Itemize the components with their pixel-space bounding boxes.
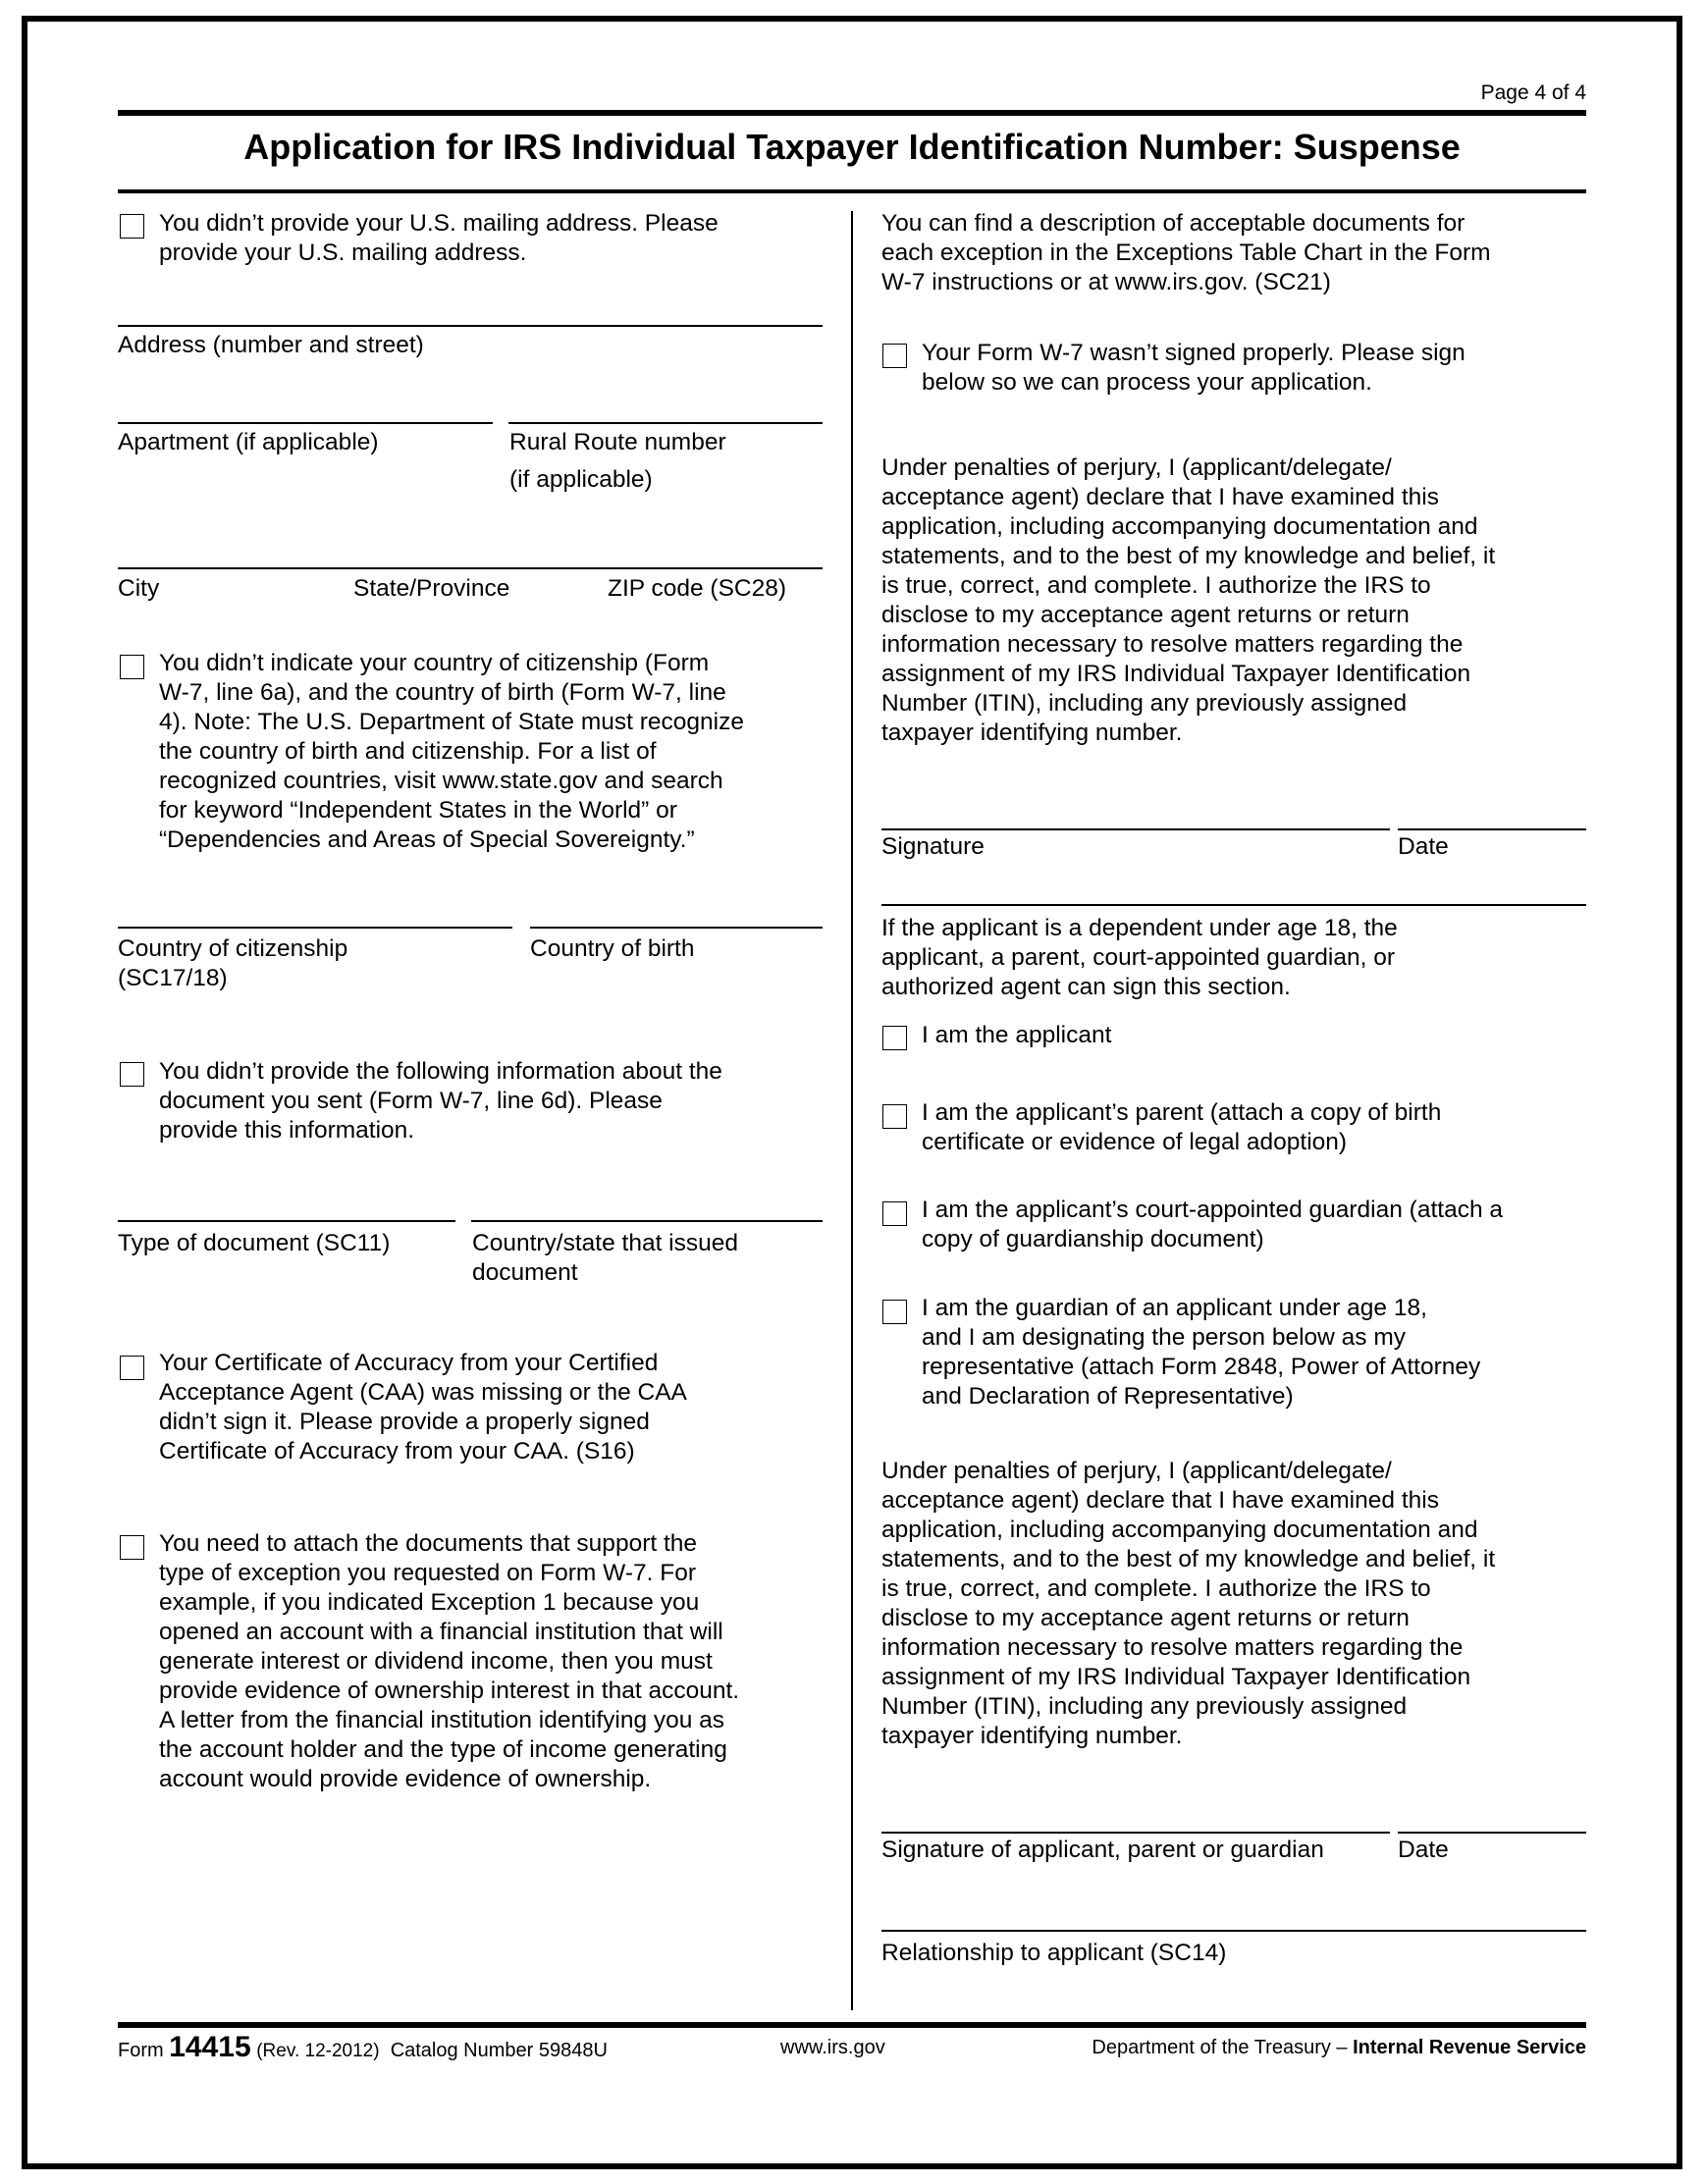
dependent-note-line: authorized agent can sign this section. [881,974,1291,1000]
option-applicant-label: I am the applicant [922,1022,1112,1048]
signature-input-line[interactable] [881,828,1390,830]
perjury2-line: statements, and to the best of my knowledge and belief, it [881,1546,1496,1572]
mailing-address-text: You didn’t provide your U.S. mailing address. Please [159,210,719,237]
perjury2-line: disclose to my acceptance agent returns or return [881,1605,1410,1631]
perjury-line: statements, and to the best of my knowledge and belief, it [881,543,1496,569]
signature2-label: Signature of applicant, parent or guardian [881,1837,1324,1863]
option-designating-guardian-label-3: representative (attach Form 2848, Power of Attorney [922,1354,1481,1380]
option-parent-label-2: certificate or evidence of legal adoption) [922,1129,1348,1155]
document-info-text-line: document you sent (Form W-7, line 6d). Please [159,1088,663,1114]
state-label: State/Province [353,575,510,602]
date-input-line[interactable] [1398,828,1586,830]
form-id [118,2033,608,2066]
exception-text-line: opened an account with a financial institution that will [159,1619,723,1645]
title-rule [118,189,1586,193]
option-designating-guardian-label-4: and Declaration of Representative) [922,1383,1294,1410]
perjury2-line: taxpayer identifying number. [881,1723,1183,1749]
not-signed-checkbox[interactable] [882,344,907,368]
relationship-label: Relationship to applicant (SC14) [881,1940,1227,1966]
exception-text-line: provide evidence of ownership interest in that account. [159,1678,740,1704]
citizenship-text-line: recognized countries, visit www.state.gov and search [159,768,723,794]
document-issuer-label: Country/state that issued [472,1230,739,1256]
exception-text-line: A letter from the financial institution identifying you as [159,1707,725,1733]
option-parent-checkbox[interactable] [882,1104,907,1129]
citizenship-text-line: 4). Note: The U.S. Department of State must recognize [159,709,744,735]
option-parent-label: I am the applicant’s parent (attach a copy of birth [922,1099,1442,1126]
apartment-input-line[interactable] [118,422,493,424]
exception-docs-checkbox[interactable] [120,1535,144,1560]
perjury2-line: Under penalties of perjury, I (applicant/delegate/ [881,1458,1392,1484]
option-court-guardian-label-2: copy of guardianship document) [922,1226,1264,1252]
exceptions-note-line: W-7 instructions or at www.irs.gov. (SC21) [881,269,1331,295]
perjury-line: acceptance agent) declare that I have examined this [881,484,1439,510]
perjury-line: information necessary to resolve matters regarding the [881,631,1464,658]
perjury2-line: assignment of my IRS Individual Taxpayer Identification [881,1664,1471,1690]
perjury-line: is true, correct, and complete. I authorize the IRS to [881,572,1431,599]
signature2-input-line[interactable] [881,1832,1390,1834]
rural-route-label: Rural Route number [509,429,726,455]
option-applicant-checkbox[interactable] [882,1026,907,1050]
date-label: Date [1398,833,1449,860]
exceptions-note-line: You can find a description of acceptable documents for [881,210,1465,237]
dependent-note-line: applicant, a parent, court-appointed guardian, or [881,944,1396,971]
citizenship-text-line: “Dependencies and Areas of Special Sovereignty.” [159,826,695,853]
document-type-input-line[interactable] [118,1220,455,1222]
option-court-guardian-label: I am the applicant’s court-appointed guardian (attach a [922,1197,1504,1223]
rural-route-label-2: (if applicable) [509,466,653,493]
perjury2-line: is true, correct, and complete. I authorize the IRS to [881,1575,1431,1602]
country-birth-label: Country of birth [530,935,695,962]
address-label: Address (number and street) [118,332,424,358]
citizenship-text-line: for keyword “Independent States in the World” or [159,797,677,824]
page-number: Page 4 of 4 [1480,81,1586,104]
city-state-zip-input-line[interactable] [118,567,823,569]
perjury2-line: Number (ITIN), including any previously assigned [881,1693,1408,1720]
exception-text-line: type of exception you requested on Form W-7. For [159,1560,696,1586]
not-signed-text: Your Form W-7 wasn’t signed properly. Please sign [922,340,1465,366]
perjury-line: Number (ITIN), including any previously assigned [881,690,1408,717]
option-designating-guardian-label-2: and I am designating the person below as my [922,1324,1407,1351]
document-issuer-input-line[interactable] [471,1220,823,1222]
perjury2-line: information necessary to resolve matters regarding the [881,1634,1464,1661]
page-title: Application for IRS Individual Taxpayer Identification Number: Suspense [243,127,1461,167]
caa-text-line: Your Certificate of Accuracy from your Certified [159,1350,659,1376]
mailing-address-text-2: provide your U.S. mailing address. [159,240,527,266]
agency-name: Internal Revenue Service [1353,2037,1586,2058]
form-number: 14415 [169,2031,251,2063]
form-revision: (Rev. 12-2012) [256,2041,380,2061]
signature-label: Signature [881,833,985,860]
perjury-line: Under penalties of perjury, I (applicant/delegate/ [881,454,1392,481]
perjury-line: disclose to my acceptance agent returns or return [881,602,1410,628]
country-citizenship-label-2: (SC17/18) [118,965,228,991]
department-name: Department of the Treasury – [1092,2037,1354,2058]
website-link[interactable]: www.irs.gov [780,2037,885,2058]
option-designating-guardian-checkbox[interactable] [882,1300,907,1324]
caa-text-line: Acceptance Agent (CAA) was missing or the CAA [159,1379,687,1406]
country-citizenship-input-line[interactable] [118,927,512,929]
document-type-label: Type of document (SC11) [118,1230,391,1256]
apartment-label: Apartment (if applicable) [118,429,379,455]
exception-text-line: example, if you indicated Exception 1 because you [159,1589,700,1616]
perjury-line: assignment of my IRS Individual Taxpayer Identification [881,661,1471,687]
caa-text-line: Certificate of Accuracy from your CAA. (S16) [159,1438,635,1465]
citizenship-text-line: You didn’t indicate your country of citizenship (Form [159,650,710,676]
country-citizenship-label: Country of citizenship [118,935,348,962]
exception-text-line: the account holder and the type of income generating [159,1736,727,1763]
exception-text-line: generate interest or dividend income, then you must [159,1648,713,1675]
perjury2-line: application, including accompanying documentation and [881,1517,1478,1543]
citizenship-text-line: W-7, line 6a), and the country of birth (Form W-7, line [159,679,726,706]
option-court-guardian-checkbox[interactable] [882,1201,907,1226]
rural-route-input-line[interactable] [508,422,823,424]
dependent-note-line: If the applicant is a dependent under age 18, the [881,915,1398,941]
citizenship-text-line: the country of birth and citizenship. For a list of [159,738,657,765]
document-info-text-line: provide this information. [159,1117,415,1144]
column-divider [851,211,853,2010]
perjury2-line: acceptance agent) declare that I have examined this [881,1487,1439,1514]
mailing-address-checkbox[interactable] [120,214,144,239]
country-birth-input-line[interactable] [530,927,823,929]
caa-text-line: didn’t sign it. Please provide a properly signed [159,1409,650,1435]
exception-text-line: You need to attach the documents that support the [159,1530,698,1557]
exceptions-note-line: each exception in the Exceptions Table Chart in the Form [881,240,1491,266]
zip-label: ZIP code (SC28) [608,575,787,602]
agency-line [1092,2033,1586,2062]
document-info-text-line: You didn’t provide the following information about the [159,1058,722,1085]
relationship-input-line[interactable] [881,1930,1586,1932]
date2-input-line[interactable] [1398,1832,1586,1834]
address-input-line[interactable] [118,325,823,327]
footer-rule [118,2022,1586,2028]
header-rule [118,110,1586,116]
catalog-number: Catalog Number 59848U [390,2040,608,2061]
caa-checkbox[interactable] [120,1356,144,1380]
section-separator [881,904,1586,906]
citizenship-checkbox[interactable] [120,655,144,679]
perjury-line: application, including accompanying documentation and [881,513,1478,540]
form-prefix: Form [118,2040,164,2061]
not-signed-text-2: below so we can process your application. [922,369,1372,396]
date2-label: Date [1398,1837,1449,1863]
option-designating-guardian-label: I am the guardian of an applicant under age 18, [922,1295,1427,1321]
city-label: City [118,575,160,602]
exception-text-line: account would provide evidence of ownership. [159,1766,652,1792]
document-info-checkbox[interactable] [120,1062,144,1087]
perjury-line: taxpayer identifying number. [881,719,1183,746]
document-issuer-label-2: document [472,1259,578,1286]
